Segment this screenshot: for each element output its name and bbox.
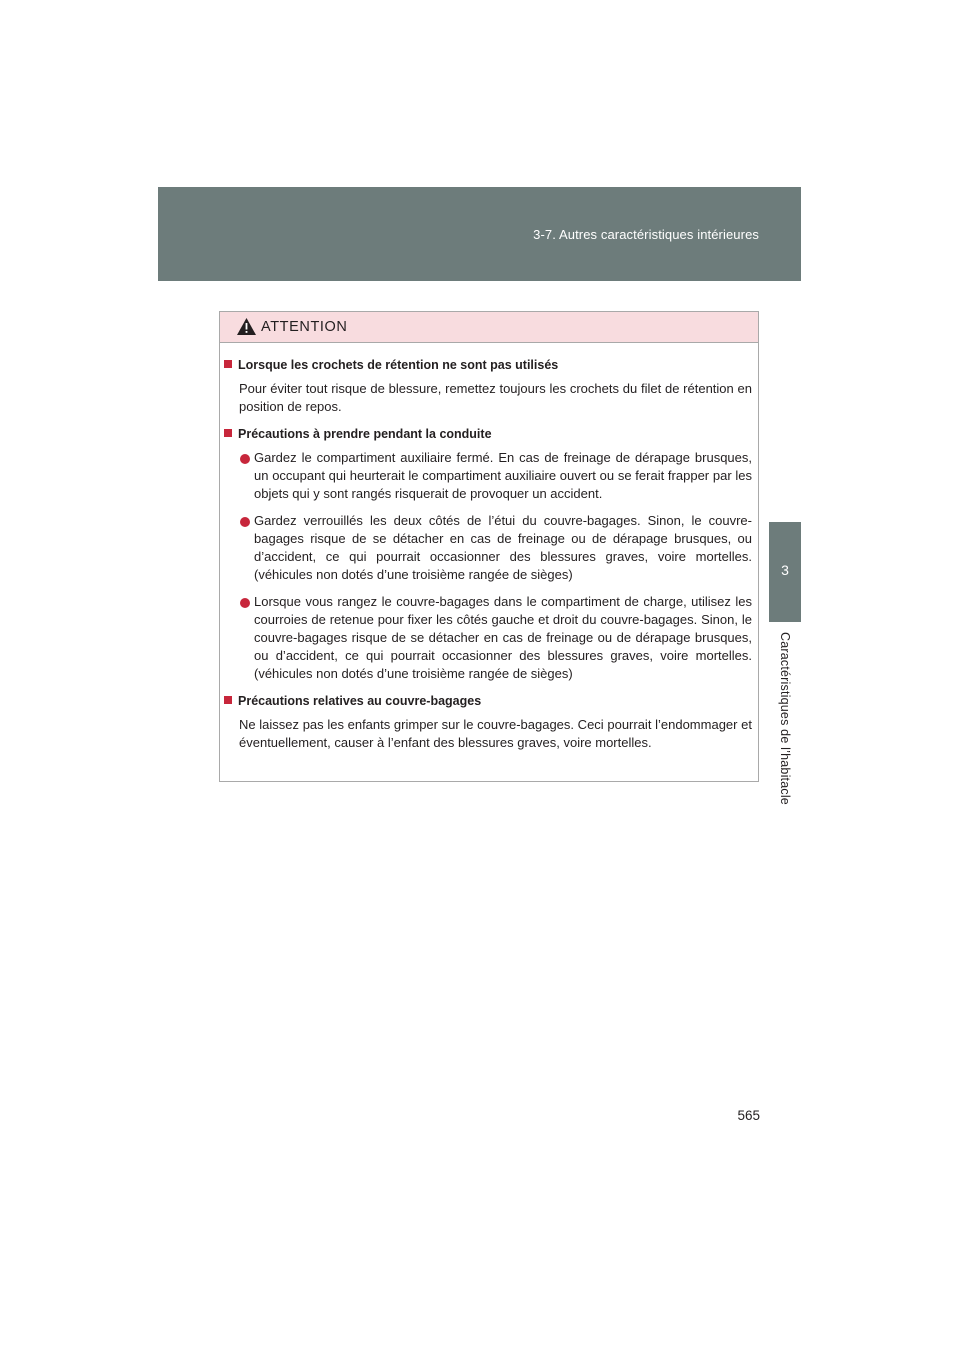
red-dot-icon [240, 598, 250, 608]
warning-header [220, 312, 758, 343]
warning-body [220, 343, 758, 752]
section-heading-text: Lorsque les crochets de rétention ne sont pas utilisés [238, 358, 559, 372]
section-text: Pour éviter tout risque de blessure, remettez toujours les crochets du filet de rétention en position de repos. [239, 381, 752, 414]
bullet-item [254, 449, 752, 503]
warning-box [219, 311, 759, 782]
section-title: 3-7. Autres caractéristiques intérieures [533, 227, 759, 242]
section-text: Ne laissez pas les enfants grimper sur le couvre-bagages. Ceci pourrait l’endommager et éventuellement, causer à l’enfant des blessures graves, voire mortelles. [239, 717, 752, 750]
red-dot-icon [240, 517, 250, 527]
warning-title: ATTENTION [261, 319, 348, 335]
header-band [158, 187, 801, 281]
red-square-icon [224, 360, 232, 368]
section-heading [224, 692, 752, 710]
warning-triangle-icon [236, 317, 257, 336]
page-number: 565 [737, 1108, 760, 1123]
chapter-tab[interactable] [769, 522, 801, 622]
section-heading [224, 425, 752, 443]
red-square-icon [224, 429, 232, 437]
bullet-text: Lorsque vous rangez le couvre-bagages dans le compartiment de charge, utilisez les courroies de retenue pour fixer les côtés gauche et droit du couvre-bagages. Sinon, le couvre-bagages risque de se détacher en cas de freinage ou de dérapage brusques, ou d’accident, ce qui pourrait occasionner des blessures graves, voire mortelles. (véhicules non dotés d’une troisième rangée de sièges) [254, 594, 752, 681]
bullet-item [254, 593, 752, 683]
section-heading-text: Précautions relatives au couvre-bagages [238, 694, 482, 708]
bullet-text: Gardez le compartiment auxiliaire fermé. En cas de freinage de dérapage brusques, un occupant qui heurterait le compartiment auxiliaire ouvert ou se ferait frapper par les objets qui y sont rangés risquerait de provoquer un accident. [254, 450, 752, 501]
chapter-number: 3 [781, 562, 789, 578]
section-heading [224, 356, 752, 374]
bullet-text: Gardez verrouillés les deux côtés de l’étui du couvre-bagages. Sinon, le couvre-bagages risque de se détacher en cas de freinage ou de dérapage brusques, ou d’accident, ce qui pourrait occasionner des blessures graves, voire mortelles. (véhicules non dotés d’une troisième rangée de sièges) [254, 513, 752, 582]
bullet-item [254, 512, 752, 584]
section-heading-text: Précautions à prendre pendant la conduite [238, 427, 492, 441]
red-square-icon [224, 696, 232, 704]
chapter-side-label: Caractéristiques de l’habitacle [778, 632, 792, 805]
red-dot-icon [240, 454, 250, 464]
